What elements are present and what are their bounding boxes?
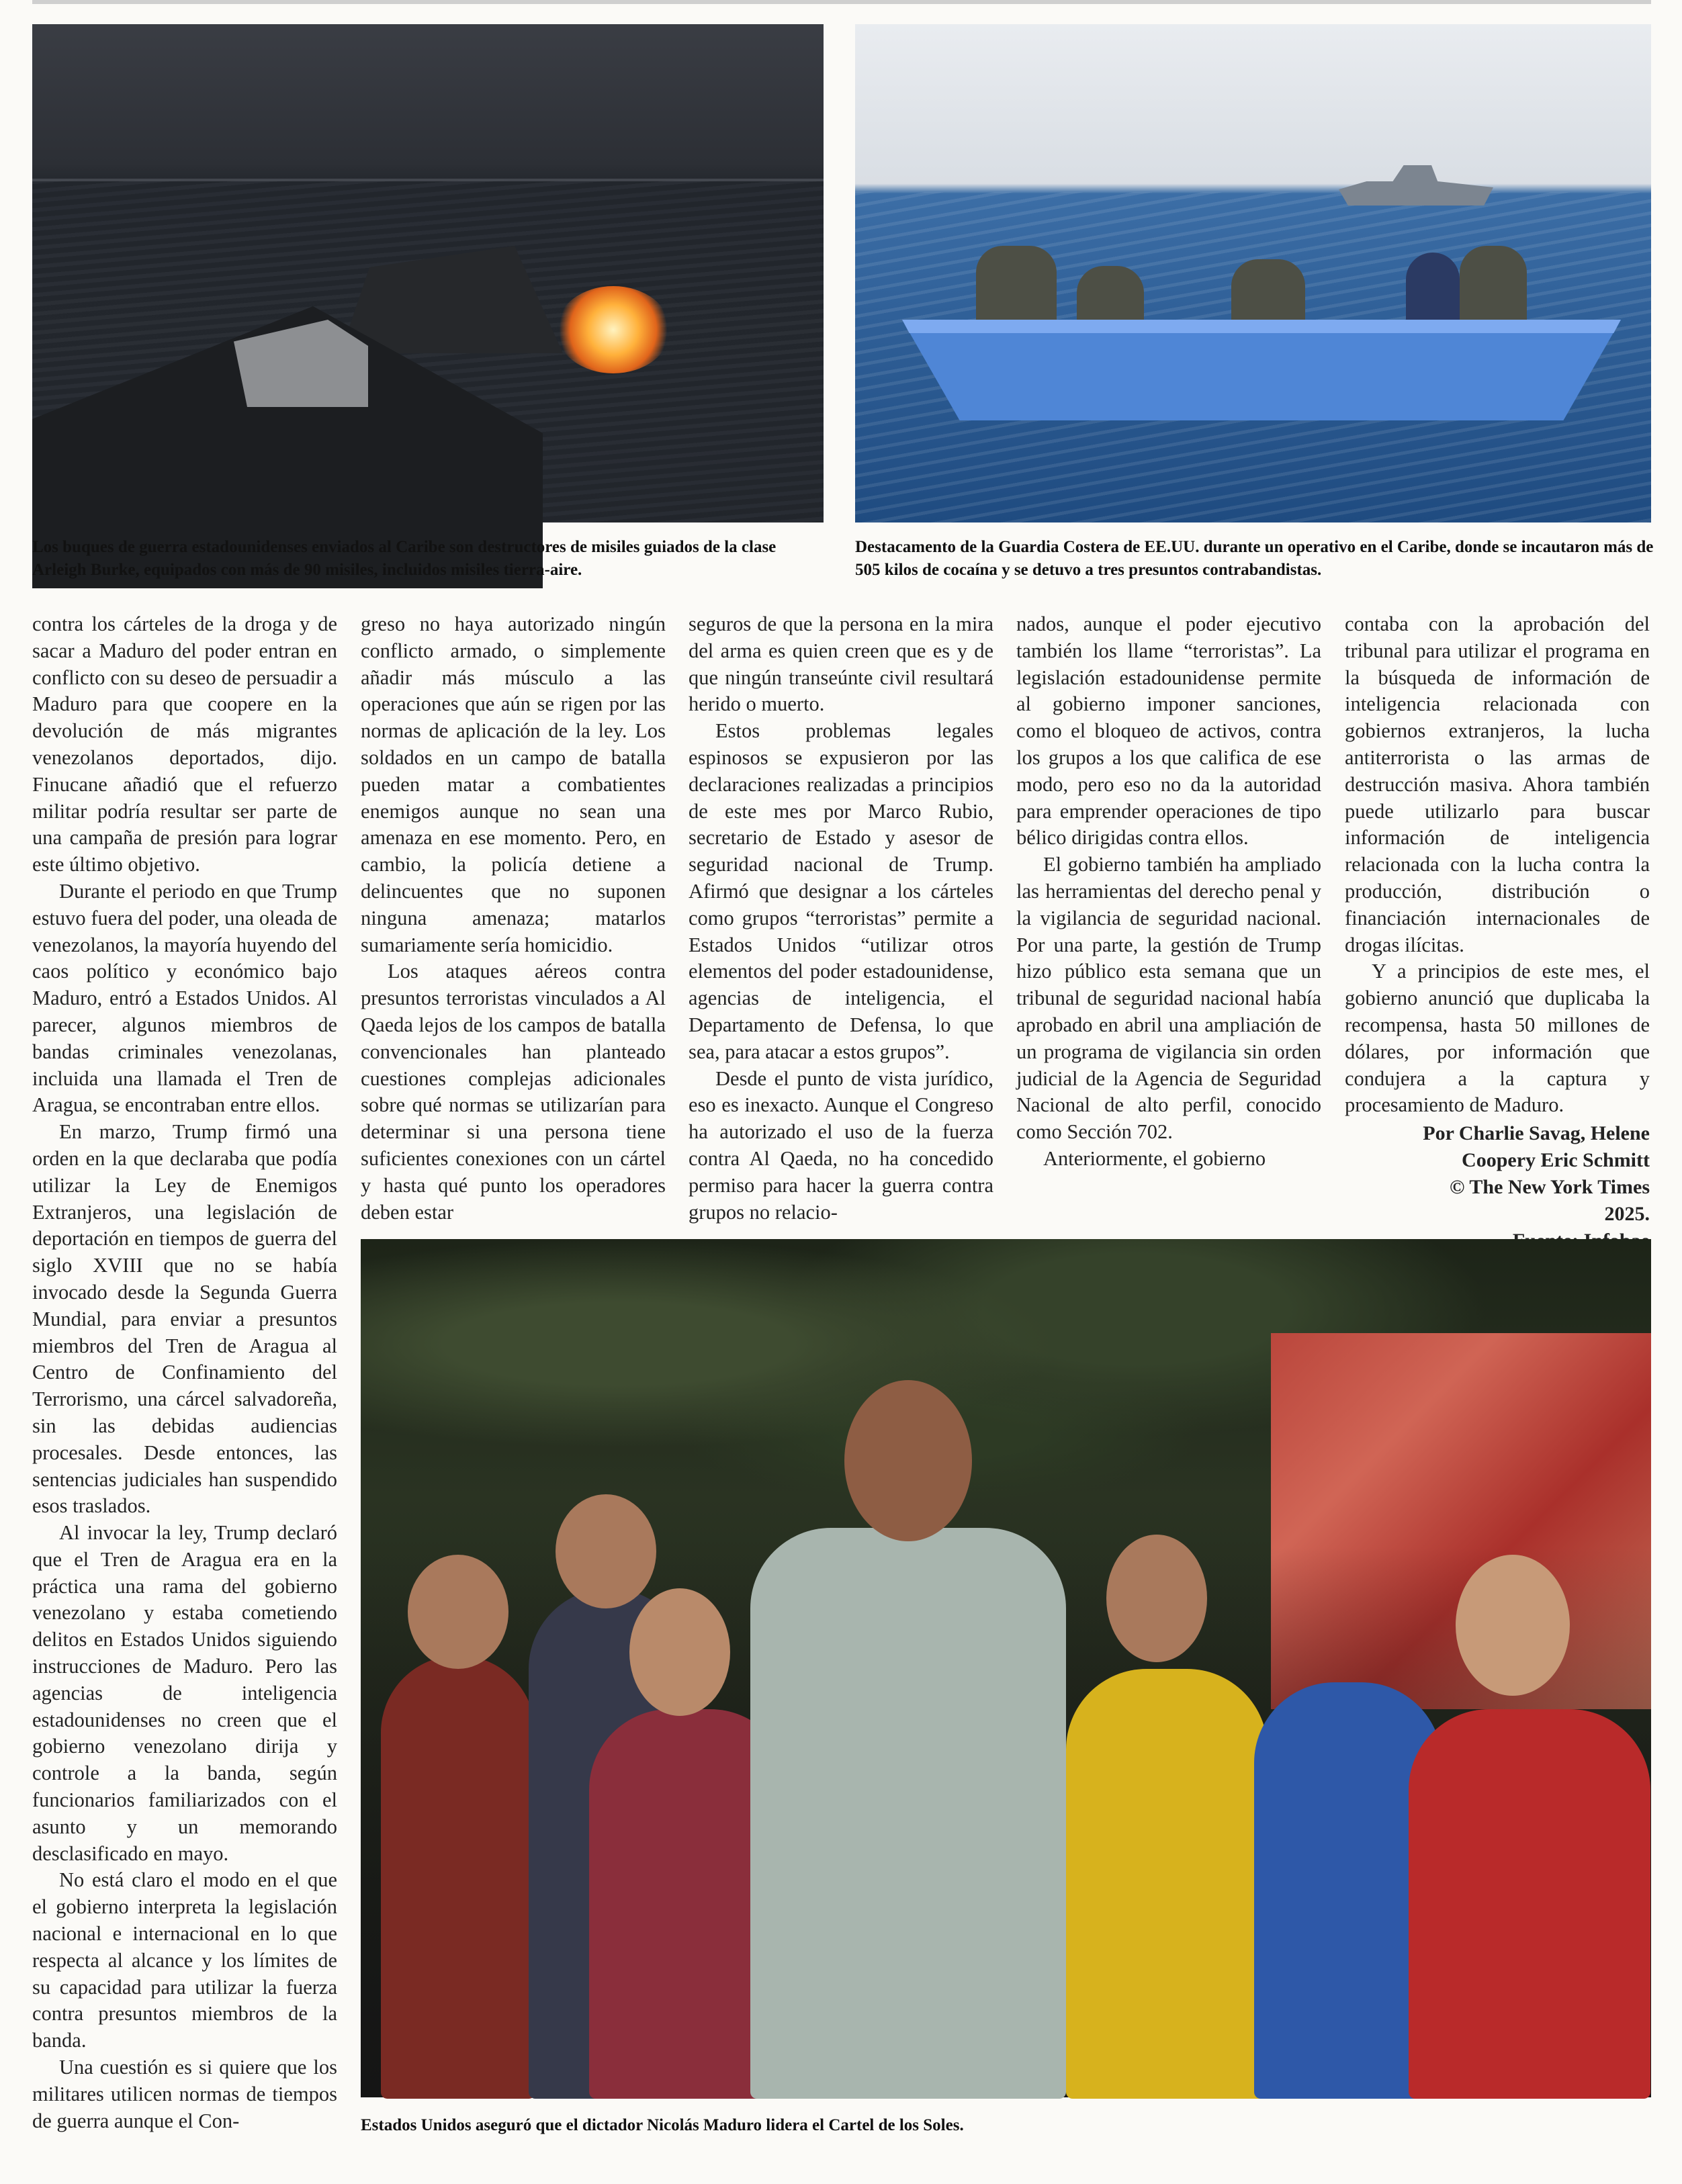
coast-guard-ship: [1339, 165, 1493, 206]
paragraph: greso no haya autorizado ningún conflicto armado, o simplemente añadir más músculo a las operaciones que aún se rigen por las normas de aplicación de la ley. Los soldados en un campo de batalla pueden matar a combatientes enemigos aunque no sean una amenaza en ese momento. Pero, en cambio, la policía detiene a delincuentes que no suponen ninguna amenaza; matarlos sumariamente sería homicidio.: [361, 612, 666, 956]
boat-rim: [902, 320, 1621, 333]
top-rule: [32, 0, 1651, 4]
person-head: [1456, 1555, 1570, 1696]
byline-authors: Por Charlie Savag, Helene: [1423, 1122, 1650, 1145]
byline: [1345, 1120, 1650, 1255]
paragraph: No está claro el modo en el que el gobierno interpreta la legislación nacional e internacional en lo que respecta al alcance y los límites de su capacidad para utilizar la fuerza contra presuntos miembros de la banda.: [32, 1868, 337, 2052]
person-head: [629, 1588, 730, 1716]
article-column-3: [689, 611, 993, 1224]
byline-year: 2025.: [1604, 1203, 1650, 1226]
person-head: [556, 1494, 656, 1608]
woman-red-jacket: [1409, 1709, 1650, 2099]
paragraph: Y a principios de este mes, el gobierno anunció que duplicaba la recompensa, hasta 50 millones de dólares, por información que condujera a la captura y procesamiento de Maduro.: [1345, 960, 1650, 1117]
horizon: [32, 179, 824, 181]
paragraph: seguros de que la persona en la mira del arma es quien creen que es y de que ningún transeúnte civil resultará herido o muerto.: [689, 612, 993, 716]
paragraph: En marzo, Trump firmó una orden en la que declaraba que podía utilizar la Ley de Enemigos Extranjeros, una legislación de deportación en tiempos de guerra del siglo XVIII que no se había invocado desde la Segunda Guerra Mundial, para enviar a presuntos miembros del Tren de Aragua al Centro de Confinamiento del Terrorismo, una cárcel salvadoreña, sin las debidas audiencias procesales. Desde entonces, las sentencias judiciales han suspendido esos traslados.: [32, 1120, 337, 1518]
paragraph: Estos problemas legales espinosos se expusieron por las declaraciones realizadas a principios de este mes por Marco Rubio, secretario de Estado y asesor de seguridad nacional de Trump. Afirmó que designar a los cárteles como grupos “terroristas” permite a Estados Unidos “utilizar otros elementos del poder estadounidense, agencias de inteligencia, el Departamento de Defensa, lo que sea, para atacar a estos grupos”.: [689, 719, 993, 1063]
person-red-jacket: [381, 1655, 535, 2099]
paragraph: contaba con la aprobación del tribunal para utilizar el programa en la búsqueda de información de inteligencia relacionada con gobiernos extranjeros, la lucha antiterrorista o las armas de destrucción masiva. Ahora también puede utilizarlo para buscar información de inteligencia relacionada con la lucha contra la producción, distribución o financiación internacionales de drogas ilícitas.: [1345, 612, 1650, 956]
photo-coast-guard-boat: [855, 24, 1651, 522]
paragraph: Los ataques aéreos contra presuntos terroristas vinculados a Al Qaeda lejos de los campos de batalla convencionales han planteado cuestiones complejas adicionales sobre qué normas se utilizarían para determinar si una persona tiene suficientes conexiones con un cártel y hasta qué punto los operadores deben estar: [361, 960, 666, 1224]
photo-warship-firing: [32, 24, 824, 522]
paragraph: Desde el punto de vista jurídico, eso es inexacto. Aunque el Congreso ha autorizado el uso de la fuerza contra Al Qaeda, no ha concedido permiso para hacer la guerra contra grupos no relacio-: [689, 1066, 993, 1224]
article-column-4: [1016, 611, 1321, 1216]
paragraph: Durante el periodo en que Trump estuvo fuera del poder, una oleada de venezolanos, la mayoría huyendo del caos político y económico bajo Maduro, entró a Estados Unidos. Al parecer, algunos miembros de bandas criminales venezolanas, incluida una llamada el Tren de Aragua, se encontraban entre ellos.: [32, 879, 337, 1117]
person-head: [408, 1555, 508, 1669]
blue-boat: [902, 320, 1621, 420]
person-head: [1106, 1535, 1207, 1662]
byline-authors: Coopery Eric Schmitt: [1462, 1149, 1650, 1172]
article-column-1: [32, 611, 337, 2142]
caption-top-left: Los buques de guerra estadounidenses enviados al Caribe son destructores de misiles guiados de la clase Arleigh Burke, equipados con más de 90 misiles, incluidos misiles tierra-aire.: [32, 538, 777, 579]
paragraph: Una cuestión es si quiere que los militares utilicen normas de tiempos de guerra aunque el Con-: [32, 2056, 337, 2132]
paragraph: contra los cárteles de la droga y de sacar a Maduro del poder entran en conflicto con su deseo de persuadir a Maduro para que coopere en la devolución de más migrantes venezolanos deportados, dijo. Finucane añadió que el refuerzo militar podría resultar ser parte de una campaña de presión para lograr este último objetivo.: [32, 612, 337, 876]
caption-top-right: Destacamento de la Guardia Costera de EE.UU. durante un operativo en el Caribe, donde se incautaron más de 505 kilos de cocaína y se detuvo a tres presuntos contrabandistas.: [855, 538, 1654, 579]
paragraph: nados, aunque el poder ejecutivo también los llame “terroristas”. La legislación estadounidense permite al gobierno imponer sanciones, como el bloqueo de activos, contra los grupos a los que califica de ese modo, pero eso no da la autoridad para emprender operaciones de tipo bélico dirigidas contra ellos.: [1016, 612, 1321, 850]
caption-bottom: Estados Unidos aseguró que el dictador Nicolás Maduro lidera el Cartel de los Soles.: [361, 2116, 964, 2134]
article-column-5: [1345, 611, 1650, 1226]
paragraph: Al invocar la ley, Trump declaró que el Tren de Aragua era en la práctica una rama del gobierno venezolano y estaba cometiendo delitos en Estados Unidos siguiendo instrucciones de Maduro. Pero las agencias de inteligencia estadounidenses no creen que el gobierno venezolano dirija y controle a la banda, según funcionarios familiarizados con el asunto y un memorando desclasificado en mayo.: [32, 1521, 337, 1865]
paragraph: Anteriormente, el gobierno: [1043, 1146, 1266, 1170]
photo-rally: [361, 1239, 1651, 2097]
speaker-head: [844, 1380, 972, 1541]
person-venezuela-jacket: [1066, 1669, 1268, 2099]
article-column-2: [361, 611, 666, 1224]
speaker-plaid-shirt: [750, 1528, 1066, 2099]
muzzle-flash: [556, 286, 670, 373]
paragraph: El gobierno también ha ampliado las herramientas del derecho penal y la vigilancia de seguridad nacional. Por una parte, la gestión de Trump hizo público esta semana que un tribunal de seguridad nacional había aprobado en abril una ampliación de un programa de vigilancia sin orden judicial de la Agencia de Seguridad Nacional de alto perfil, conocido como Sección 702.: [1016, 853, 1321, 1144]
byline-copyright: © The New York Times: [1450, 1176, 1650, 1199]
